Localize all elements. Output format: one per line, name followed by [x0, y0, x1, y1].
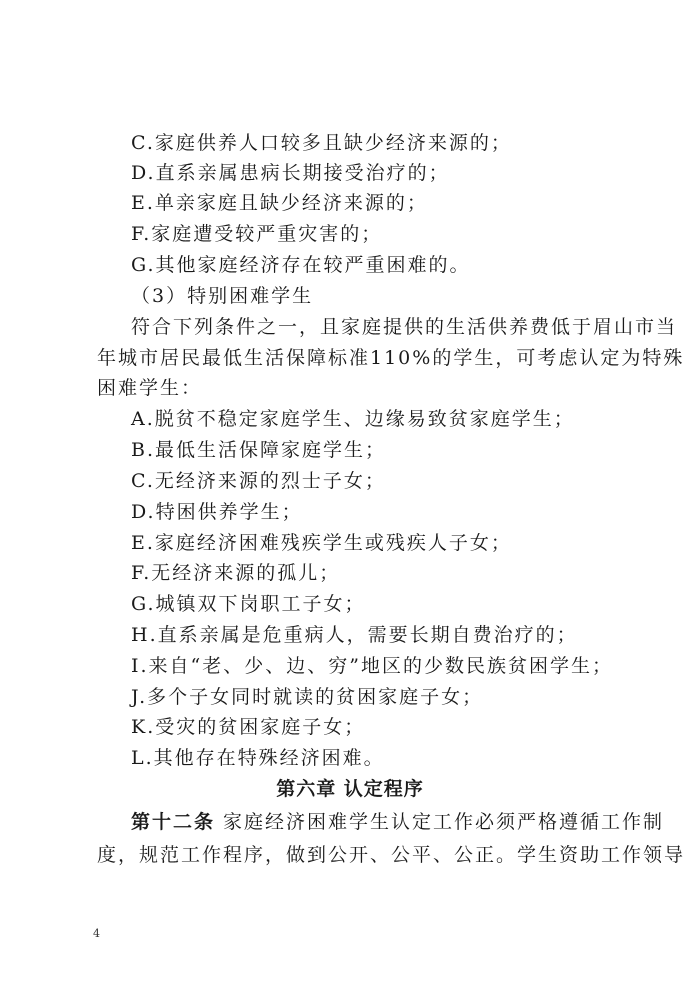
list-item: J.多个子女同时就读的贫困家庭子女；: [131, 686, 484, 708]
paragraph-line: 困难学生：: [97, 377, 203, 399]
page-number: 4: [93, 927, 100, 940]
list-item: K.受灾的贫困家庭子女；: [131, 716, 366, 738]
list-item: F.无经济来源的孤儿；: [131, 562, 341, 584]
paragraph-line: 年城市居民最低生活保障标准110%的学生，可考虑认定为特殊: [97, 347, 685, 369]
list-item: E.单亲家庭且缺少经济来源的；: [131, 192, 428, 214]
list-item: E.家庭经济困难残疾学生或残疾人子女；: [131, 532, 512, 554]
article-number: 第十二条: [131, 811, 216, 833]
article-line: [131, 807, 665, 837]
list-item: B.最低生活保障家庭学生；: [131, 439, 387, 461]
list-item: D.直系亲属患病长期接受治疗的；: [131, 162, 450, 184]
paragraph-line: 符合下列条件之一，且家庭提供的生活供养费低于眉山市当: [131, 316, 678, 338]
list-item: C.家庭供养人口较多且缺少经济来源的；: [131, 132, 512, 154]
list-item: H.直系亲属是危重病人，需要长期自费治疗的；: [131, 624, 578, 646]
list-item: I.来自“老、少、边、穷”地区的少数民族贫困学生；: [131, 655, 613, 677]
list-item: G.城镇双下岗职工子女；: [131, 593, 366, 615]
chapter-title: 第六章 认定程序: [276, 778, 424, 800]
list-item: D.特困供养学生；: [131, 501, 303, 523]
section-heading: （3）特别困难学生: [131, 285, 314, 307]
article-line: 度，规范工作程序，做到公开、公平、公正。学生资助工作领导: [97, 844, 686, 866]
article-text: 家庭经济困难学生认定工作必须严格遵循工作制: [215, 811, 665, 833]
list-item: L.其他存在特殊经济困难。: [131, 747, 385, 769]
list-item: A.脱贫不稳定家庭学生、边缘易致贫家庭学生；: [131, 408, 575, 430]
list-item: G.其他家庭经济存在较严重困难的。: [131, 254, 471, 276]
list-item: F.家庭遭受较严重灾害的；: [131, 223, 383, 245]
list-item: C.无经济来源的烈士子女；: [131, 470, 386, 492]
